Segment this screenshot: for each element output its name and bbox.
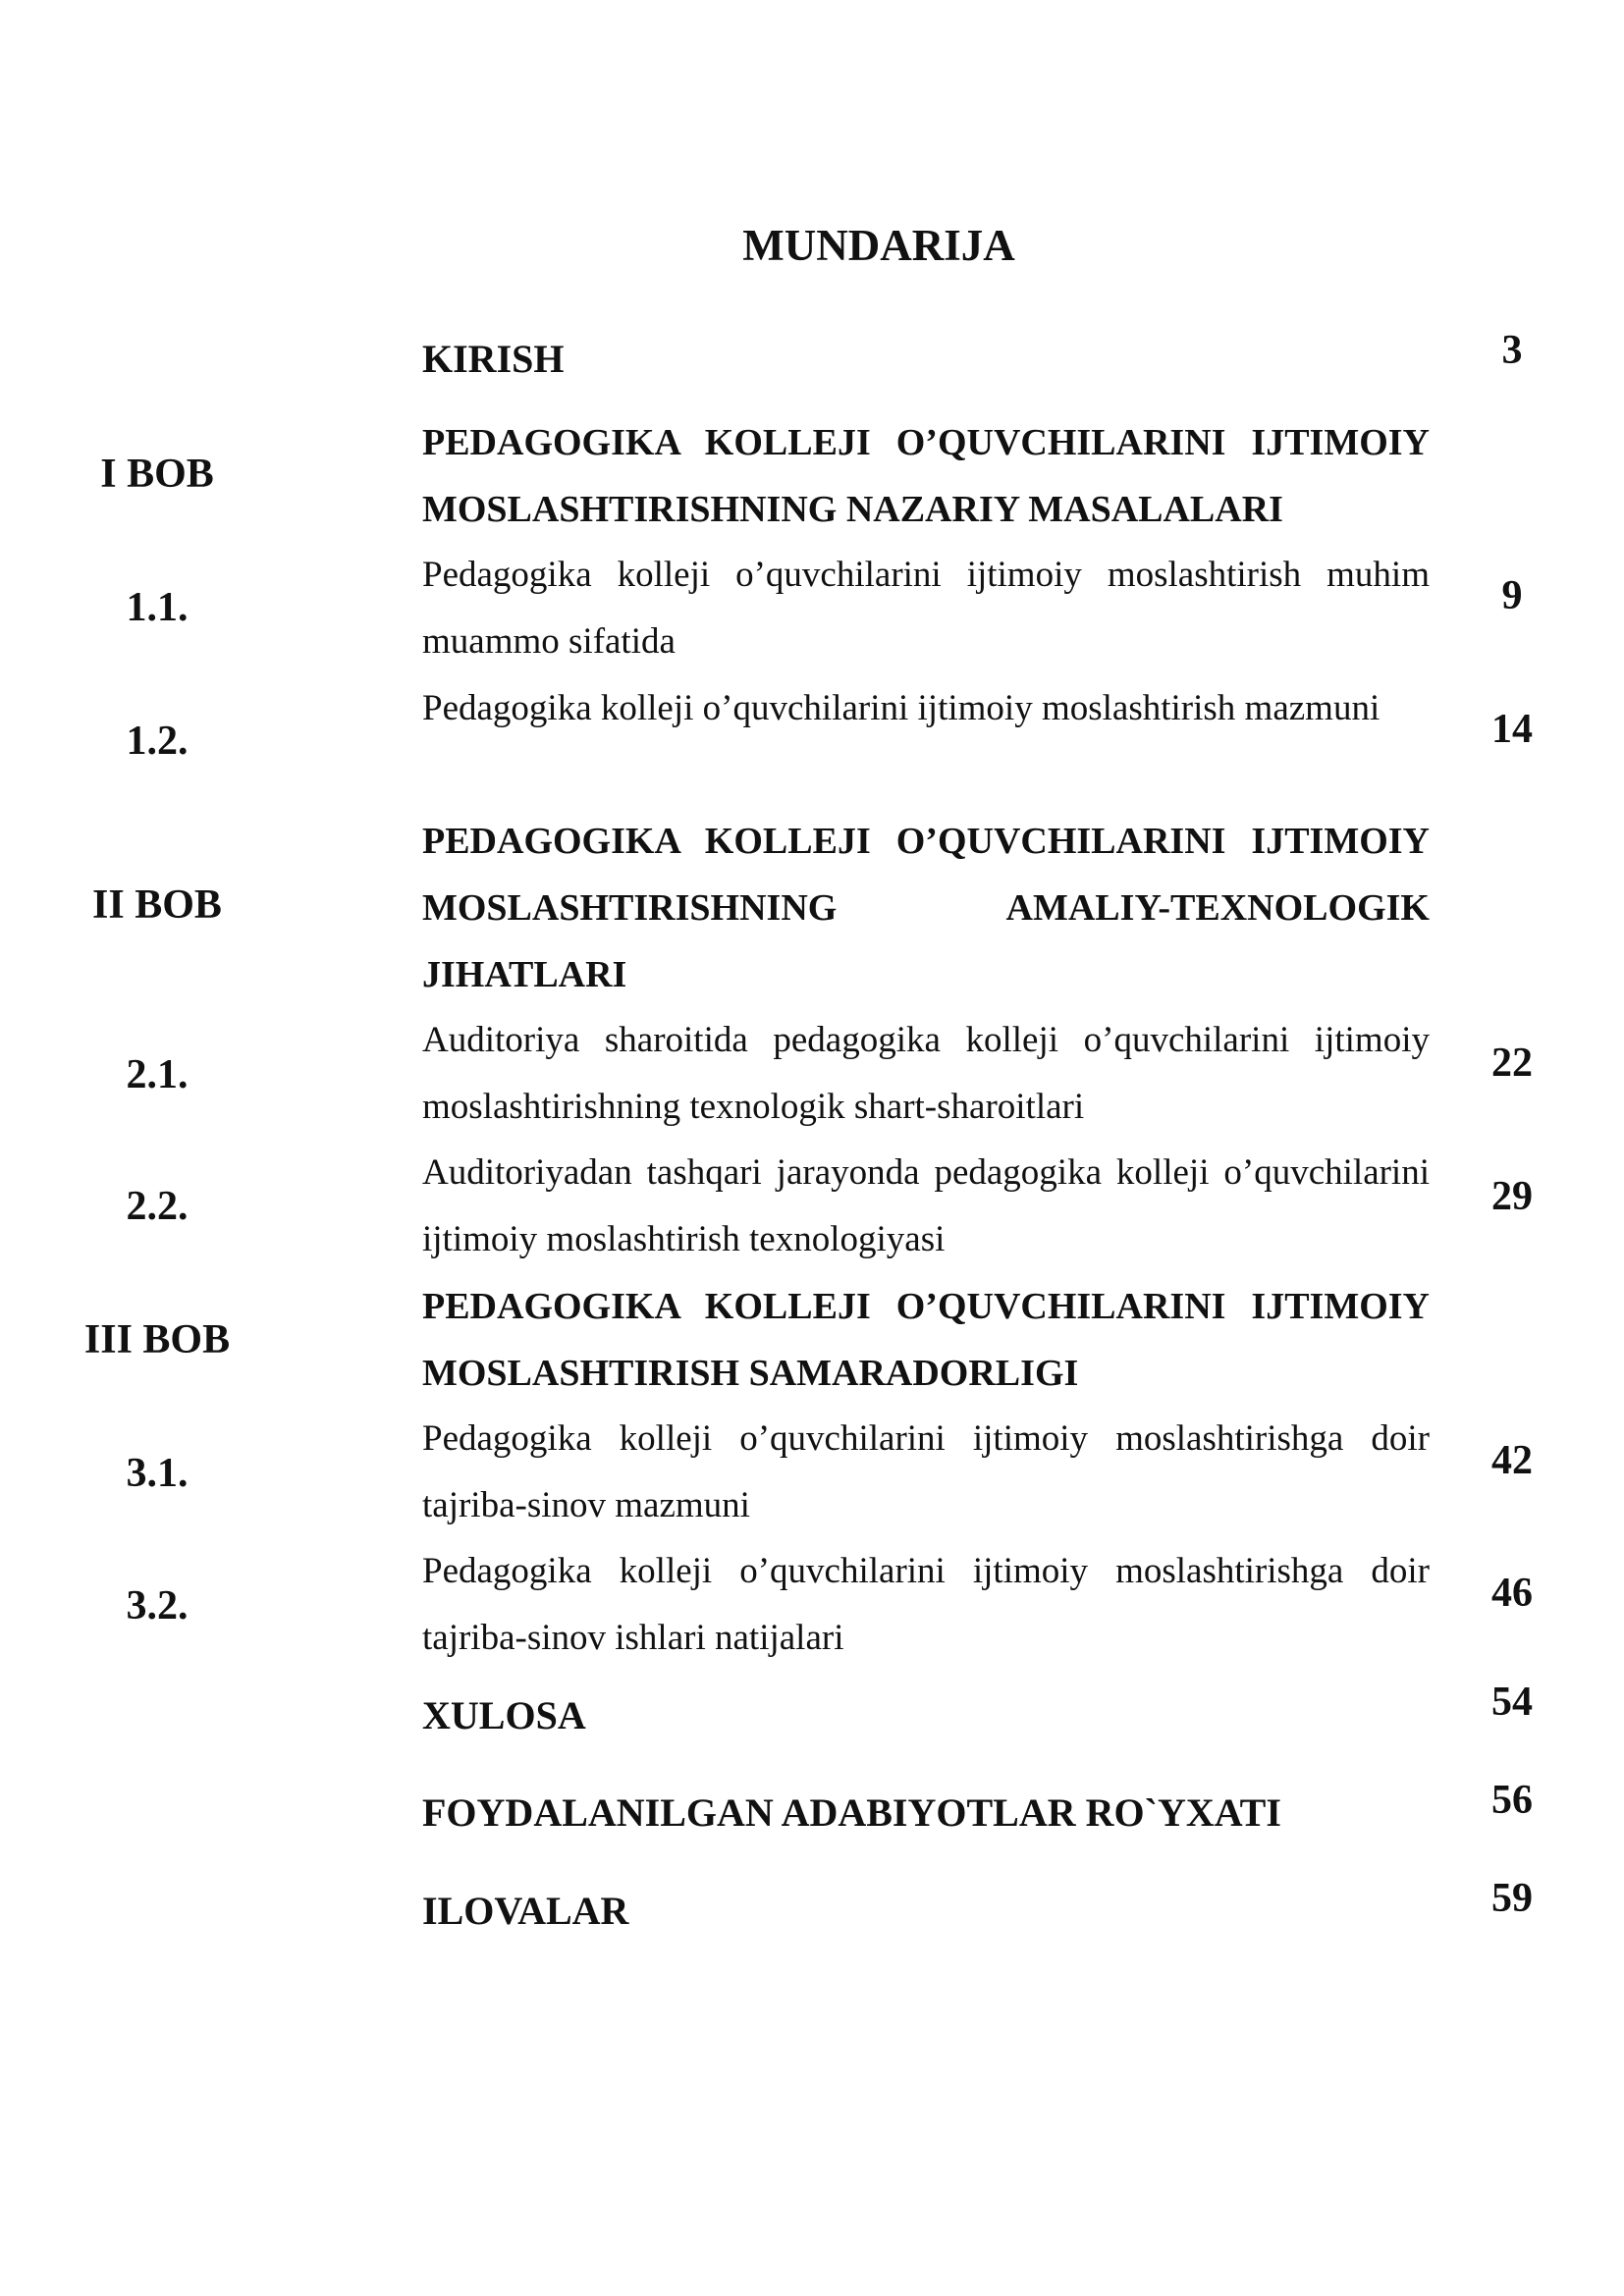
toc-entry-page: 9 (1501, 573, 1523, 618)
toc-entry-title: Pedagogika kolleji o’quvchilarini ijtimoiy moslashtirish mazmuni (422, 688, 1380, 728)
toc-entry-page: 59 (1491, 1876, 1533, 1921)
toc-entry-title: Pedagogika kolleji o’quvchilarini ijtimoiy moslashtirish muhim muammo sifatida (422, 555, 1430, 662)
toc-entry-page: 54 (1491, 1680, 1533, 1725)
toc-entry-number: 3.1. (126, 1451, 189, 1496)
toc-entry-number: 2.2. (126, 1184, 189, 1229)
toc-entry-title: PEDAGOGIKA KOLLEJI O’QUVCHILARINI IJTIMOIY MOSLASHTIRISHNING AMALIY-TEXNOLOGIK JIHATLARI (422, 821, 1430, 995)
toc-entry-title: KIRISH (422, 337, 565, 381)
toc-entry-number: 1.2. (126, 719, 189, 764)
toc-entry-page: 56 (1491, 1778, 1533, 1823)
page-title: MUNDARIJA (742, 221, 1015, 270)
toc-entry-page: 22 (1491, 1041, 1533, 1086)
toc-entry-number: I BOB (100, 452, 214, 497)
toc-entry-title: PEDAGOGIKA KOLLEJI O’QUVCHILARINI IJTIMOIY MOSLASHTIRISH SAMARADORLIGI (422, 1286, 1430, 1394)
toc-entry-title: FOYDALANILGAN ADABIYOTLAR RO`YXATI (422, 1790, 1281, 1835)
toc-entry-number: 1.1. (126, 585, 189, 630)
toc-entry-title: ILOVALAR (422, 1889, 629, 1933)
toc-entry-title: Pedagogika kolleji o’quvchilarini ijtimoiy moslashtirishga doir tajriba-sinov ishlari natijalari (422, 1551, 1430, 1658)
toc-entry-number: 2.1. (126, 1052, 189, 1097)
toc-entry-title: Auditoriya sharoitida pedagogika kolleji o’quvchilarini ijtimoiy moslashtirishning texnologik shart-sharoitlari (422, 1020, 1430, 1127)
toc-entry-page: 46 (1491, 1571, 1533, 1616)
toc-entry-page: 29 (1491, 1174, 1533, 1219)
toc-entry-title: Pedagogika kolleji o’quvchilarini ijtimoiy moslashtirishga doir tajriba-sinov mazmuni (422, 1418, 1430, 1525)
toc-entry-title: Auditoriyadan tashqari jarayonda pedagogika kolleji o’quvchilarini ijtimoiy moslashtirish texnologiyasi (422, 1152, 1430, 1259)
toc-entry-page: 14 (1491, 707, 1533, 752)
toc-entry-title: XULOSA (422, 1693, 586, 1737)
toc-entry-page: 3 (1501, 328, 1523, 373)
toc-entry-number: III BOB (83, 1317, 231, 1362)
toc-entry-title: PEDAGOGIKA KOLLEJI O’QUVCHILARINI IJTIMOIY MOSLASHTIRISHNING NAZARIY MASALALARI (422, 422, 1430, 530)
toc-entry-number: II BOB (92, 882, 222, 928)
toc-entry-page: 42 (1491, 1438, 1533, 1483)
toc-entry-number: 3.2. (126, 1583, 189, 1629)
